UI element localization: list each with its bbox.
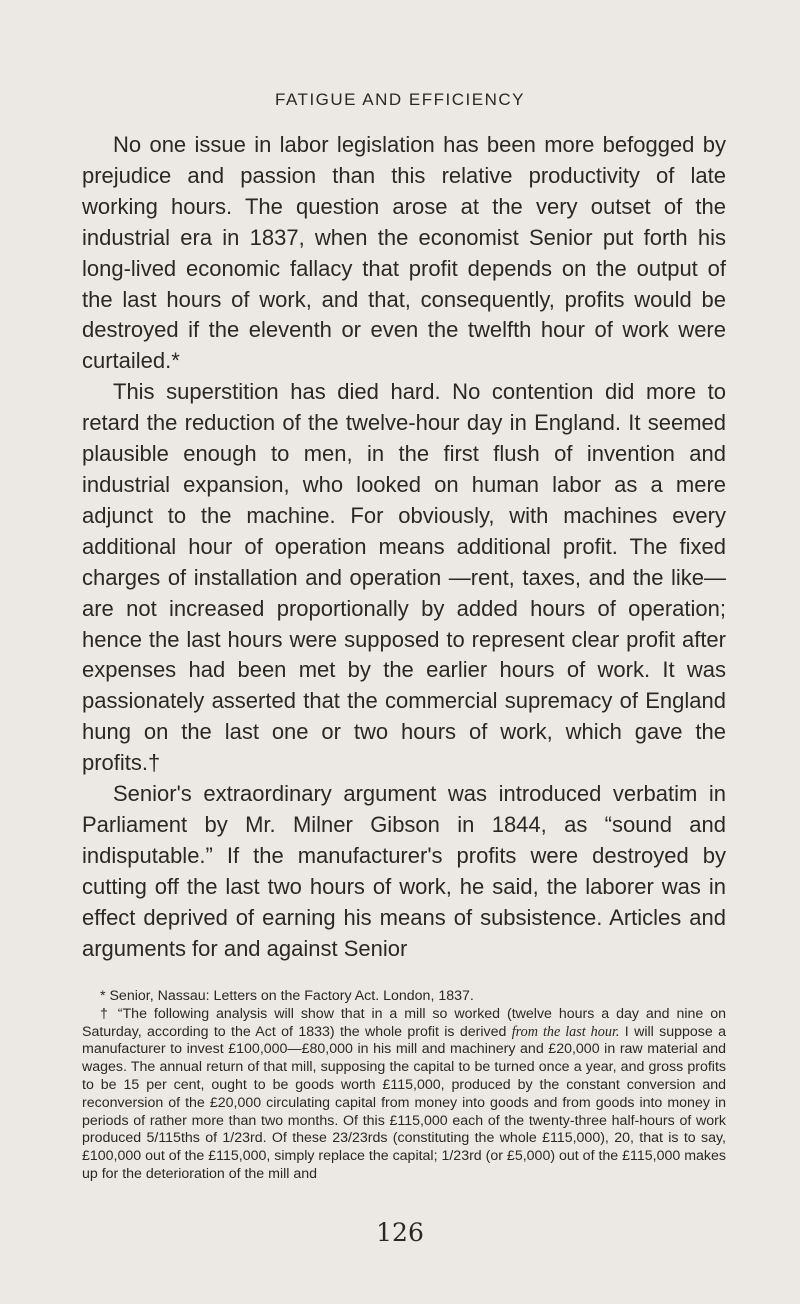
- footnote-text: † “The following analysis will show that in a mill so worked (twelve hours a day and nine on Saturday, according to the Act of 1833) the whole profit is derived: [82, 1005, 726, 1040]
- footnote-analysis: [82, 1006, 726, 1184]
- paragraph: Senior's extraordinary argument was introduced verbatim in Parliament by Mr. Milner Gibson in 1844, as “sound and indisputable.” If the manufacturer's profits were destroyed by cutting off the last two hours of work, he said, the laborer was in effect deprived of earning his means of subsistence. Articles and arguments for and against Senior: [82, 781, 726, 961]
- footnote-senior: * Senior, Nassau: Letters on the Factory Act. London, 1837.: [100, 988, 474, 1004]
- footnote-italic-text: from the last hour.: [511, 1023, 620, 1040]
- body-text: [82, 130, 726, 964]
- footnotes: [82, 988, 726, 1184]
- running-head: FATIGUE AND EFFICIENCY: [275, 90, 525, 109]
- paragraph: No one issue in labor legislation has been more befogged by prejudice and passion than this relative productivity of late working hours. The question arose at the very outset of the industrial era in 1837, when the economist Senior put forth his long-lived economic fallacy that profit depends on the output of the last hours of work, and that, consequently, profits would be destroyed if the eleventh or even the twelfth hour of work were curtailed.*: [82, 132, 726, 374]
- paragraph: This superstition has died hard. No contention did more to retard the reduction of the twelve-hour day in England. It seemed plausible enough to men, in the first flush of invention and industrial expansion, who looked on human labor as a mere adjunct to the machine. For obviously, with machines every additional hour of operation means additional profit. The fixed charges of installation and operation —rent, taxes, and the like—are not increased proportionally by added hours of operation; hence the last hours were supposed to represent clear profit after expenses had been met by the earlier hours of work. It was passionately asserted that the commercial supremacy of England hung on the last one or two hours of work, which gave the profits.†: [82, 379, 726, 776]
- footnote-text: I will suppose a manufacturer to invest £100,000—£80,000 in his mill and machinery and £20,000 in raw material and wages. The annual return of that mill, supposing the capital to be turned once a year, and gross profits to be 15 per cent, ought to be goods worth £115,000, produced by the constant conversion and reconversion of the £20,000 circulating capital from money into goods and from goods into money in periods of rather more than two months. Of this £115,000 each of the twenty-three half-hours of work produced 5/115ths of 1/23rd. Of these 23/23rds (constituting the whole £115,000), 20, that is to say, £100,000 out of the £115,000, simply replace the capital; 1/23rd (or £5,000) out of the £115,000 makes up for the deterioration of the mill and: [82, 1023, 726, 1182]
- page-number: 126: [376, 1218, 424, 1247]
